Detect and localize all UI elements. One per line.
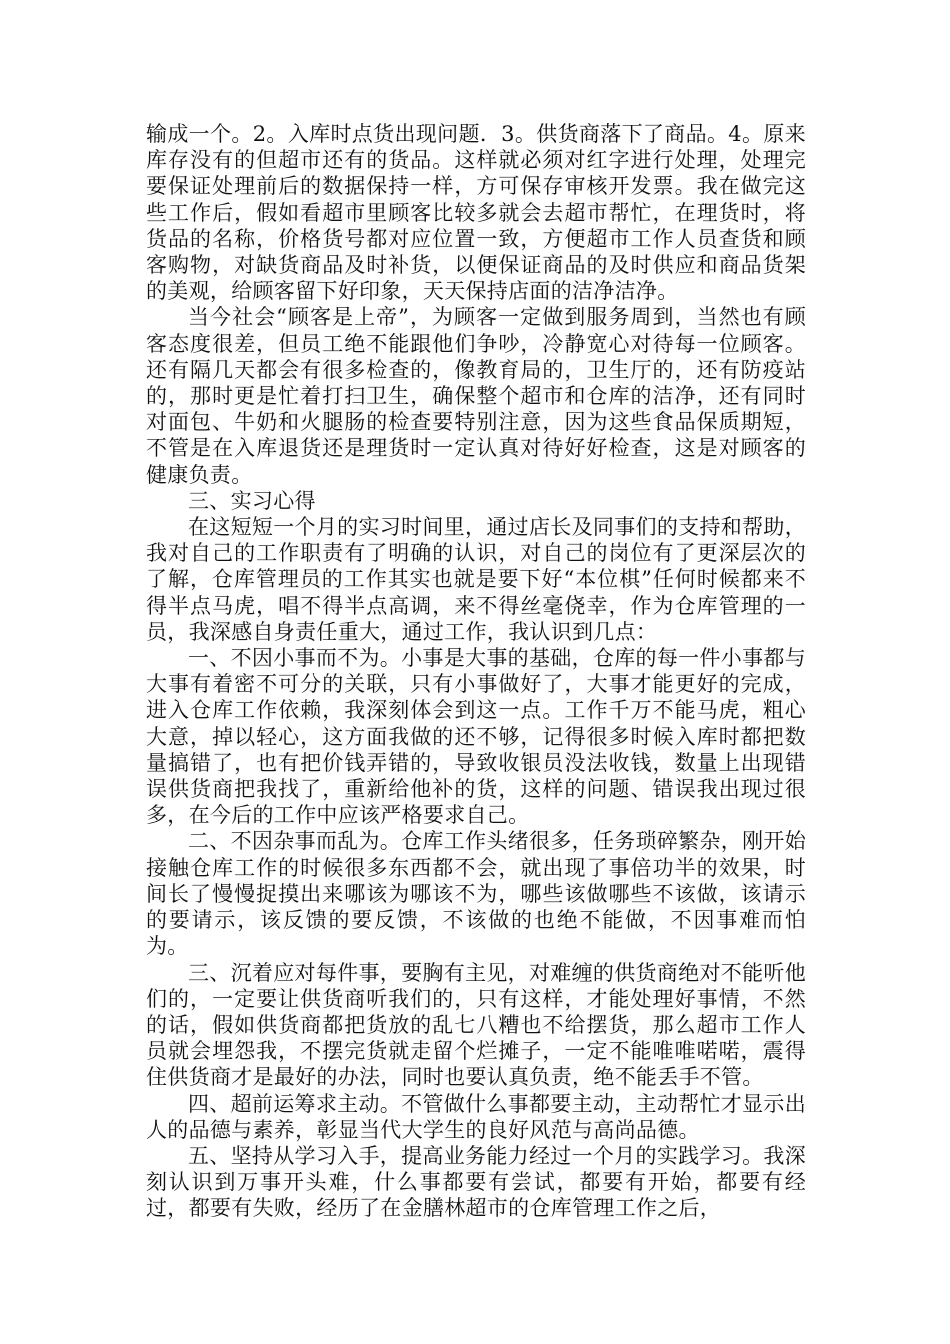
document-body bbox=[146, 121, 806, 1222]
paragraph-point-four: 四、超前运筹求主动。不管做什么事都要主动，主动帮忙才显示出人的品德与素养，彰显当代大学生的良好风范与高尚品德。 bbox=[146, 1091, 806, 1142]
paragraph-internship-summary: 在这短短一个月的实习时间里，通过店长及同事们的支持和帮助，我对自己的工作职责有了明确的认识，对自己的岗位有了更深层次的了解，仓库管理员的工作其实也就是要下好“本位棋”任何时候都来不得半点马虎，唱不得半点高调，来不得丝毫侥幸，作为仓库管理的一员，我深感自身责任重大，通过工作，我认识到几点： bbox=[146, 515, 806, 644]
section-heading-internship-insights: 三、实习心得 bbox=[188, 488, 316, 513]
paragraph-point-three: 三、沉着应对每件事，要胸有主见，对难缠的供货商绝对不能听他们的，一定要让供货商听我们的，只有这样，才能处理好事情，不然的话，假如供货商都把货放的乱七八糟也不给摆货，那么超市工作人员就会埋怨我，不摆完货就走留个烂摊子，一定不能唯唯喏喏，震得住供货商才是最好的办法，同时也要认真负责，绝不能丢手不管。 bbox=[146, 960, 806, 1090]
paragraph-point-one: 一、不因小事而不为。小事是大事的基础，仓库的每一件小事都与大事有着密不可分的关联，只有小事做好了，大事才能更好的完成，进入仓库工作依赖，我深刻体会到这一点。工作千万不能马虎，粗心大意，掉以轻心，这方面我做的还不够，记得很多时候入库时都把数量搞错了，也有把价钱弄错的，导致收银员没法收钱，数量上出现错误供货商把我找了，重新给他补的货，这样的问题、错误我出现过很多，在今后的工作中应该严格要求自己。 bbox=[146, 646, 806, 828]
paragraph-point-five: 五、坚持从学习入手，提高业务能力经过一个月的实践学习。我深刻认识到万事开头难，什么事都要有尝试，都要有开始，都要有经过，都要有失败，经历了在金膳林超市的仓库管理工作之后， bbox=[146, 1143, 806, 1221]
paragraph-continuation: 输成一个。2。入库时点货出现问题．3。供货商落下了商品。4。原来库存没有的但超市还有的货品。这样就必须对红字进行处理，处理完要保证处理前后的数据保持一样，方可保存审核开发票。我在做完这些工作后，假如看超市里顾客比较多就会去超市帮忙，在理货时，将货品的名称，价格货号都对应位置一致，方便超市工作人员查货和顾客购物，对缺货商品及时补货，以便保证商品的及时供应和商品货架的美观，给顾客留下好印象，天天保持店面的洁净洁净。 bbox=[146, 122, 806, 304]
paragraph-point-two: 二、不因杂事而乱为。仓库工作头绪很多，任务琐碎繁杂，刚开始接触仓库工作的时候很多东西都不会，就出现了事倍功半的效果，时间长了慢慢捉摸出来哪该为哪该不为，哪些该做哪些不该做，该请示的要请示，该反馈的要反馈，不该做的也绝不能做，不因事难而怕为。 bbox=[146, 829, 806, 959]
paragraph-customer-service: 当今社会“顾客是上帝”，为顾客一定做到服务周到，当然也有顾客态度很差，但员工绝不能跟他们争吵，冷静宽心对待每一位顾客。还有隔几天都会有很多检查的，像教育局的，卫生厅的，还有防疫站的，那时更是忙着打扫卫生，确保整个超市和仓库的洁净，还有同时对面包、牛奶和火腿肠的检查要特别注意，因为这些食品保质期短，不管是在入库退货还是理货时一定认真对待好好检查，这是对顾客的健康负责。 bbox=[146, 305, 806, 487]
